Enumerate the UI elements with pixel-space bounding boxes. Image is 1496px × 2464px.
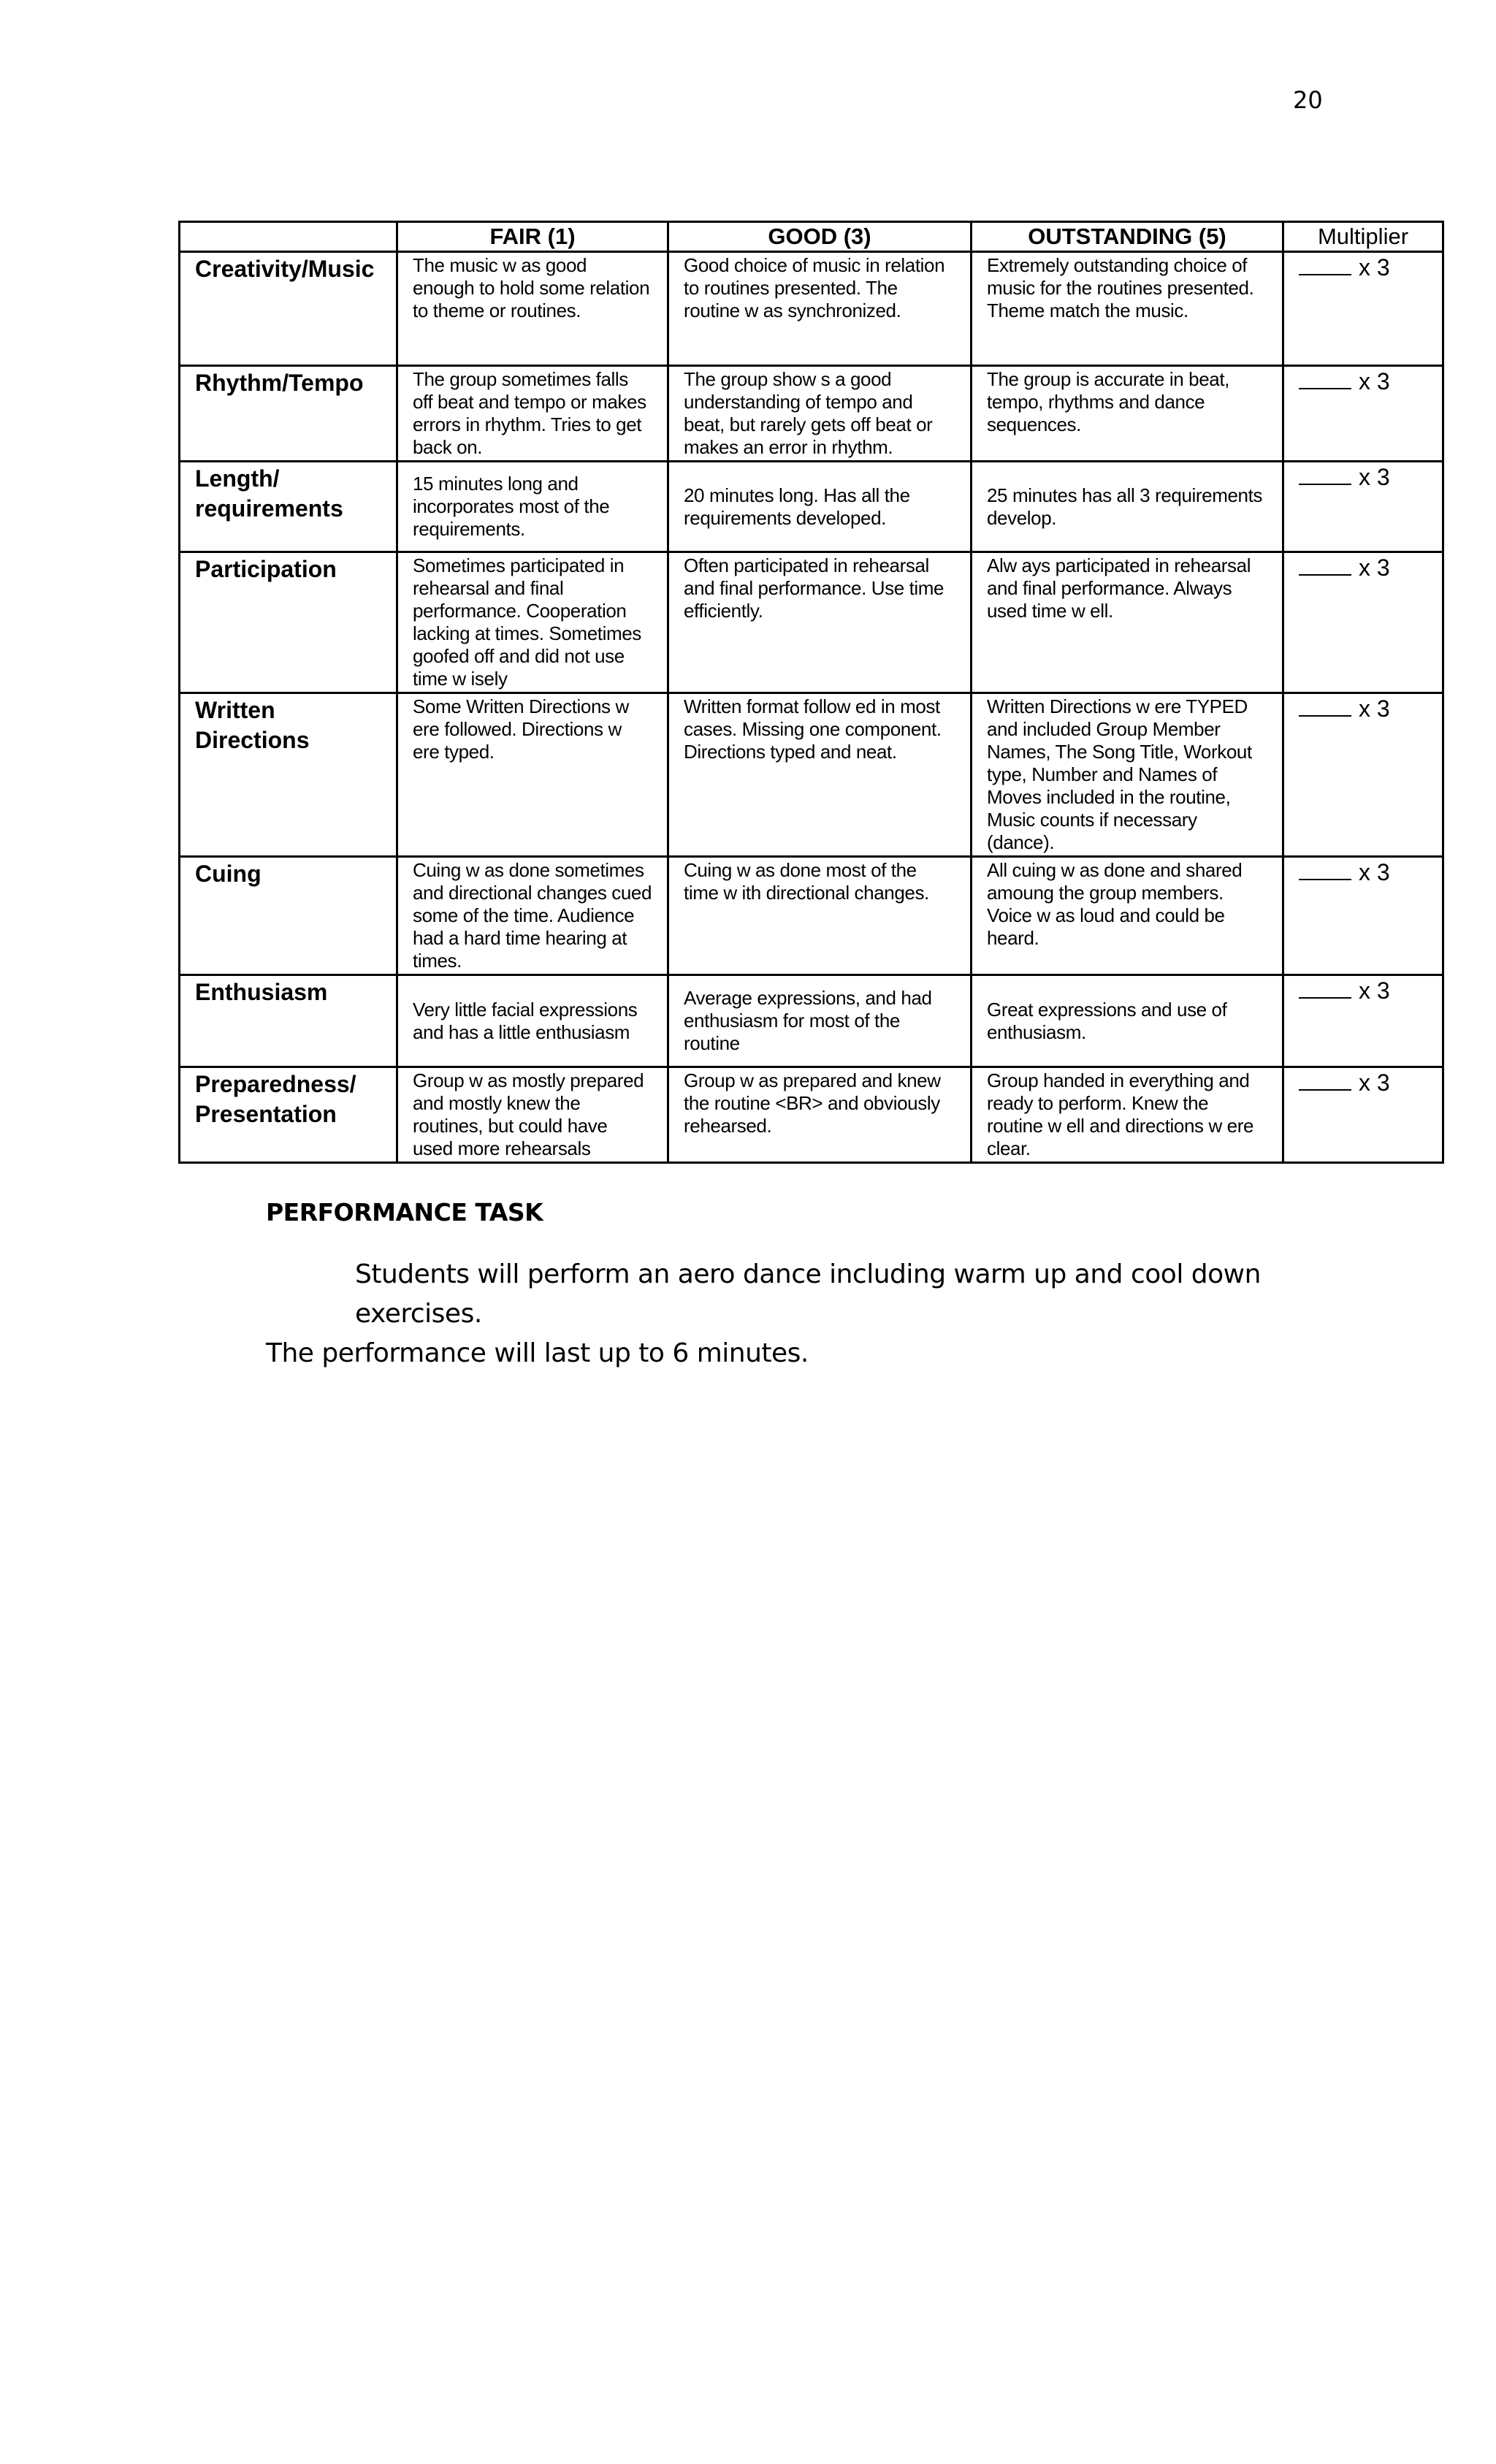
score-blank xyxy=(1299,997,1351,999)
fair-cell: Some Written Directions w ere followed. Directions w ere typed. xyxy=(397,693,668,857)
multiplier-value: x 3 xyxy=(1359,695,1390,722)
multiplier-value: x 3 xyxy=(1359,554,1390,581)
multiplier-value: x 3 xyxy=(1359,1069,1390,1096)
fair-cell: The music w as good enough to hold some relation to theme or routines. xyxy=(397,252,668,366)
header-good: GOOD (3) xyxy=(668,222,972,252)
header-fair: FAIR (1) xyxy=(397,222,668,252)
score-blank xyxy=(1299,879,1351,880)
outstanding-cell: All cuing w as done and shared amoung the group members. Voice w as loud and could be heard. xyxy=(972,857,1283,975)
outstanding-cell: Alw ays participated in rehearsal and final performance. Always used time w ell. xyxy=(972,552,1283,693)
header-multiplier: Multiplier xyxy=(1283,222,1443,252)
good-cell: Written format follow ed in most cases. Missing one component. Directions typed and neat. xyxy=(668,693,972,857)
multiplier-cell xyxy=(1283,366,1443,462)
rubric-header-row xyxy=(180,222,1443,252)
fair-cell: The group sometimes falls off beat and tempo or makes errors in rhythm. Tries to get back on. xyxy=(397,366,668,462)
outstanding-cell: The group is accurate in beat, tempo, rhythms and dance sequences. xyxy=(972,366,1283,462)
multiplier-value: x 3 xyxy=(1359,368,1390,394)
multiplier-value: x 3 xyxy=(1359,977,1390,1004)
multiplier-cell xyxy=(1283,252,1443,366)
multiplier-cell xyxy=(1283,693,1443,857)
table-row xyxy=(180,857,1443,975)
multiplier-cell xyxy=(1283,857,1443,975)
performance-task-line-2: The performance will last up to 6 minutes. xyxy=(266,1338,809,1368)
score-blank xyxy=(1299,388,1351,389)
criterion-cell: Enthusiasm xyxy=(180,975,397,1067)
outstanding-cell: Great expressions and use of enthusiasm. xyxy=(972,975,1283,1067)
score-blank xyxy=(1299,574,1351,576)
page-number: 20 xyxy=(1293,86,1323,114)
score-blank xyxy=(1299,484,1351,485)
table-row xyxy=(180,693,1443,857)
fair-cell: Sometimes participated in rehearsal and final performance. Cooperation lacking at times. Sometimes goofed off and did not use time w isely xyxy=(397,552,668,693)
fair-cell: Group w as mostly prepared and mostly knew the routines, but could have used more rehearsals xyxy=(397,1067,668,1163)
criterion-cell: Cuing xyxy=(180,857,397,975)
multiplier-value: x 3 xyxy=(1359,464,1390,490)
multiplier-cell xyxy=(1283,462,1443,552)
multiplier-cell xyxy=(1283,1067,1443,1163)
good-cell: Cuing w as done most of the time w ith directional changes. xyxy=(668,857,972,975)
good-cell: 20 minutes long. Has all the requirements developed. xyxy=(668,462,972,552)
criterion-cell: Length/ requirements xyxy=(180,462,397,552)
table-row xyxy=(180,252,1443,366)
criterion-cell: Preparedness/ Presentation xyxy=(180,1067,397,1163)
fair-cell: Very little facial expressions and has a little enthusiasm xyxy=(397,975,668,1067)
performance-task-text xyxy=(266,1255,1362,1373)
header-outstanding: OUTSTANDING (5) xyxy=(972,222,1283,252)
criterion-cell: Creativity/Music xyxy=(180,252,397,366)
performance-task-line-1: Students will perform an aero dance including warm up and cool down exercises. xyxy=(355,1259,1261,1329)
score-blank xyxy=(1299,1089,1351,1091)
outstanding-cell: Extremely outstanding choice of music for the routines presented. Theme match the music. xyxy=(972,252,1283,366)
criterion-cell: Rhythm/Tempo xyxy=(180,366,397,462)
good-cell: The group show s a good understanding of tempo and beat, but rarely gets off beat or makes an error in rhythm. xyxy=(668,366,972,462)
good-cell: Group w as prepared and knew the routine <BR> and obviously rehearsed. xyxy=(668,1067,972,1163)
performance-task-heading: PERFORMANCE TASK xyxy=(266,1198,543,1227)
multiplier-value: x 3 xyxy=(1359,859,1390,885)
fair-cell: 15 minutes long and incorporates most of the requirements. xyxy=(397,462,668,552)
multiplier-cell xyxy=(1283,552,1443,693)
good-cell: Good choice of music in relation to routines presented. The routine w as synchronized. xyxy=(668,252,972,366)
table-row xyxy=(180,462,1443,552)
criterion-cell: Written Directions xyxy=(180,693,397,857)
multiplier-value: x 3 xyxy=(1359,254,1390,281)
score-blank xyxy=(1299,274,1351,275)
score-blank xyxy=(1299,715,1351,717)
outstanding-cell: 25 minutes has all 3 requirements develop. xyxy=(972,462,1283,552)
table-row xyxy=(180,552,1443,693)
criterion-cell: Participation xyxy=(180,552,397,693)
rubric-table xyxy=(178,221,1444,1164)
table-row xyxy=(180,1067,1443,1163)
good-cell: Often participated in rehearsal and final performance. Use time efficiently. xyxy=(668,552,972,693)
table-row xyxy=(180,366,1443,462)
good-cell: Average expressions, and had enthusiasm for most of the routine xyxy=(668,975,972,1067)
outstanding-cell: Group handed in everything and ready to perform. Knew the routine w ell and directions w ere clear. xyxy=(972,1067,1283,1163)
fair-cell: Cuing w as done sometimes and directional changes cued some of the time. Audience had a hard time hearing at times. xyxy=(397,857,668,975)
multiplier-cell xyxy=(1283,975,1443,1067)
header-criterion xyxy=(180,222,397,252)
outstanding-cell: Written Directions w ere TYPED and included Group Member Names, The Song Title, Workout type, Number and Names of Moves included in the routine, Music counts if necessary (dance). xyxy=(972,693,1283,857)
table-row xyxy=(180,975,1443,1067)
